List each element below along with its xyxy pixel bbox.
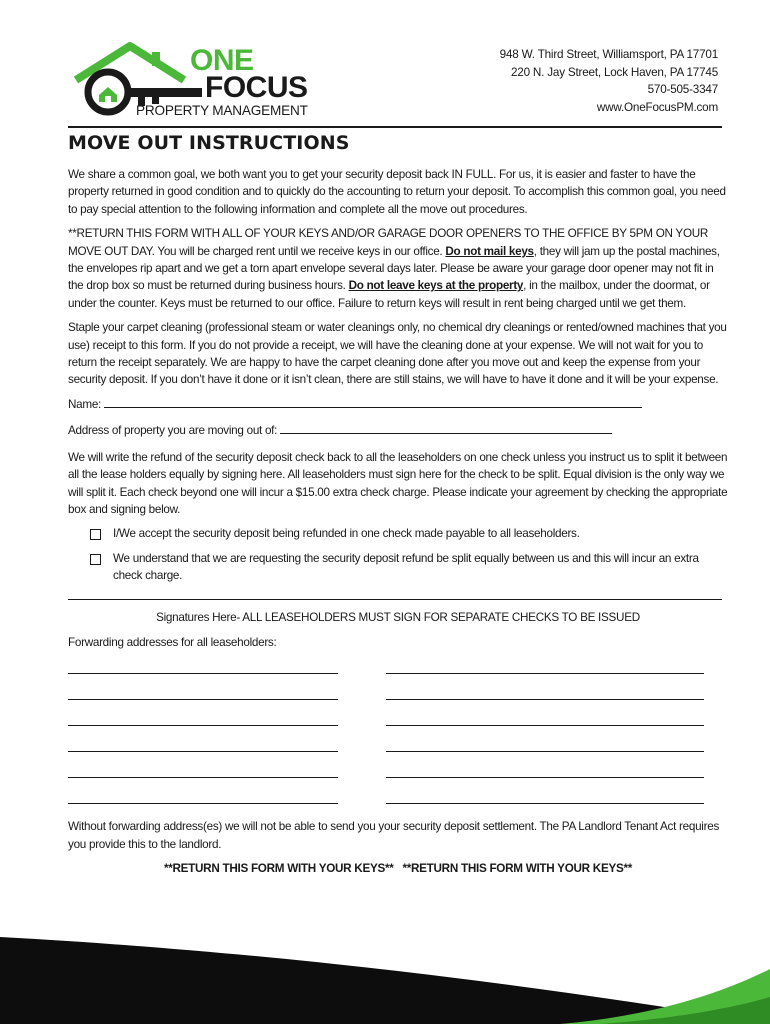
property-address-label: Address of property you are moving out of: <box>68 424 278 438</box>
carpet-paragraph: Staple your carpet cleaning (professional steam or water cleanings only, no chemical dry cleanings or rented/owned machines that you use) receipt to this form. If you do not provide a receipt, we will have the cleaning done at your expense. We will not wait for you to return the receipt separately. We are happy to have the carpet cleaning done after you move out and keep the expense from your security deposit. If you don’t have it done or it isn’t clean, there are still stains, we will have to have it done and it will be your expense. <box>68 321 727 387</box>
document-body <box>68 166 728 878</box>
do-not-mail-keys-text: Do not mail keys <box>445 244 534 258</box>
forwarding-note-paragraph: Without forwarding address(es) we will not be able to send you your security deposit settlement. The PA Landlord Tenant Act requires you provide this to the landlord. <box>68 820 720 851</box>
forwarding-address-field[interactable] <box>68 687 338 700</box>
company-logo <box>72 40 334 122</box>
intro-paragraph: We share a common goal, we both want you to get your security deposit back IN FULL. For us, it is easier and faster to have the property returned in good condition and to quickly do the accounting to return your deposit. To accomplish this common goal, you need to pay special attention to the following information and complete all the move out procedures. <box>68 168 726 216</box>
forwarding-address-field[interactable] <box>386 687 704 700</box>
keys-paragraph <box>68 225 728 312</box>
keys-text-e: , in the mailbox, under the doormat, or under the counter. Keys must be returned to our office. Failure to return keys will result in rent being charged until we get them. <box>68 279 710 310</box>
phone-number: 570-505-3347 <box>647 83 718 97</box>
keys-text-c: , they will jam up the postal machines, the envelopes rip apart and we get a torn apart envelope several days later. Please be aware your garage door opener may not fit in the drop box so must be returned during business hours. <box>68 244 720 293</box>
forwarding-address-field[interactable] <box>386 765 704 778</box>
forwarding-address-field[interactable] <box>386 661 704 674</box>
forwarding-address-field[interactable] <box>386 713 704 726</box>
do-not-leave-keys-text: Do not leave keys at the property <box>348 279 524 293</box>
forwarding-address-field[interactable] <box>68 739 338 752</box>
website-link[interactable]: www.OneFocusPM.com <box>596 100 718 114</box>
option-one-checkbox[interactable] <box>90 529 101 540</box>
header-divider <box>68 126 722 128</box>
name-row <box>68 396 728 413</box>
signatures-label: Signatures Here- ALL LEASEHOLDERS MUST SIGN FOR SEPARATE CHECKS TO BE ISSUED <box>156 610 640 624</box>
logo-word-focus: FOCUS <box>205 71 308 104</box>
refund-paragraph: We will write the refund of the security deposit check back to all the leaseholders on one check unless you instruct us to split it between all the lease holders equally by signing here. All leaseholders must sign here for the check to be split. Equal division is the only way we will split it. Each check beyond one will incur a $15.00 extra check charge. Please indicate your agreement by checking the appropriate box and signing below. <box>68 450 728 516</box>
logo-word-one: ONE <box>190 44 254 77</box>
property-address-row <box>68 422 728 439</box>
option-one-check-row <box>90 525 728 542</box>
property-address-field[interactable] <box>280 422 612 434</box>
footer-swoosh-decoration <box>0 929 770 1024</box>
option-split-check-row <box>90 550 728 585</box>
forwarding-address-field[interactable] <box>68 713 338 726</box>
forwarding-address-grid <box>68 661 728 804</box>
option-split-checkbox[interactable] <box>90 554 101 565</box>
forwarding-address-field[interactable] <box>68 661 338 674</box>
forwarding-label: Forwarding addresses for all leaseholders: <box>68 635 277 649</box>
forwarding-address-field[interactable] <box>68 765 338 778</box>
forwarding-address-field[interactable] <box>386 739 704 752</box>
name-label: Name: <box>68 397 102 411</box>
page-title: MOVE OUT INSTRUCTIONS <box>68 132 350 154</box>
keys-text-a: **RETURN THIS FORM WITH ALL OF YOUR KEYS AND/OR GARAGE DOOR OPENERS TO THE OFFICE BY 5PM ON YOUR MOVE OUT DAY. You will be charged rent until we receive keys in our office. <box>68 227 709 258</box>
name-field[interactable] <box>104 396 642 408</box>
address-line-1: 948 W. Third Street, Williamsport, PA 17701 <box>499 48 718 61</box>
option-one-label: I/We accept the security deposit being refunded in one check made payable to all leaseholders. <box>113 527 580 541</box>
logo-tagline: PROPERTY MANAGEMENT <box>136 103 308 118</box>
office-address-block <box>500 46 718 116</box>
address-line-2: 220 N. Jay Street, Lock Haven, PA 17745 <box>510 65 718 79</box>
forwarding-address-field[interactable] <box>386 791 704 804</box>
option-split-label: We understand that we are requesting the security deposit refund be split equally between us and this will incur an extra check charge. <box>113 551 699 583</box>
forwarding-address-field[interactable] <box>68 791 338 804</box>
signature-line[interactable] <box>68 599 722 600</box>
return-form-note: **RETURN THIS FORM WITH YOUR KEYS** **RETURN THIS FORM WITH YOUR KEYS** <box>163 862 633 876</box>
